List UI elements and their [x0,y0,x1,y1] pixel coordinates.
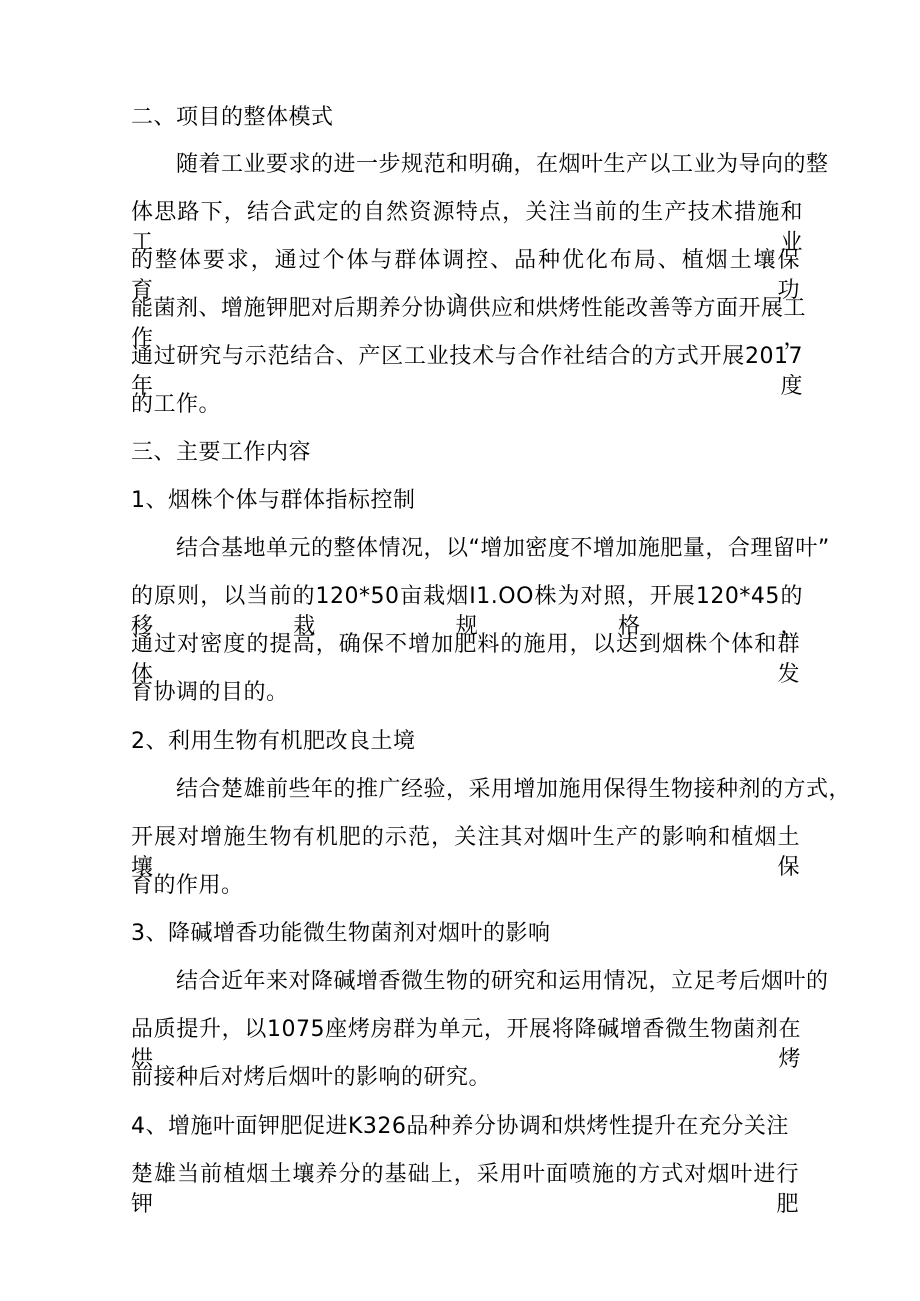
paragraph-line: 育的作用。 [131,873,244,898]
paragraph-line: 的工作。 [131,392,222,417]
section-heading-3: 三、主要工作内容 [131,440,312,465]
paragraph-line: 结合近年来对降碱增香微生物的研究和运用情况，立足考后烟叶的 [176,969,829,994]
paragraph-line: 开展对增施生物有机肥的示范，关注其对烟叶生产的影响和植烟土壤保 [131,825,800,880]
paragraph-line: 的原则，以当前的120*50亩栽烟I1.OO株为对照，开展120*45的移栽规格， [131,584,803,639]
paragraph-line: 的整体要求，通过个体与群体调控、品种优化布局、植烟土壤保育、功 [131,248,800,303]
paragraph-line: 通过研究与示范结合、产区工业技术与合作社结合的方式开展2017年度 [131,344,803,399]
paragraph-line: 前接种后对烤后烟叶的影响的研究。 [131,1065,492,1090]
paragraph-line: 随着工业要求的进一步规范和明确，在烟叶生产以工业为导向的整 [176,152,829,177]
paragraph-line: 楚雄当前植烟土壤养分的基础上，采用叶面喷施的方式对烟叶进行钾肥 [131,1162,799,1217]
subsection-heading-3: 3、降碱增香功能微生物菌剂对烟叶的影响 [131,921,551,946]
paragraph-line: 能菌剂、增施钾肥对后期养分协调供应和烘烤性能改善等方面开展工作， [131,296,807,351]
subsection-heading-1: 1、烟株个体与群体指标控制 [131,488,416,513]
paragraph-line: 结合楚雄前些年的推广经验，采用增加施用保得生物接种剂的方式， [176,777,852,802]
paragraph-line: 品质提升，以1075座烤房群为单元，开展将降碱增香微生物菌剂在烘烤 [131,1017,801,1072]
paragraph-line: 体思路下，结合武定的自然资源特点，关注当前的生产技术措施和工业 [131,200,803,255]
paragraph-line: 结合基地单元的整体情况，以“增加密度不增加施肥量，合理留叶” [176,536,830,561]
paragraph-line: 通过对密度的提高，确保不增加肥料的施用，以达到烟株个体和群体发 [131,632,800,687]
subsection-heading-4: 4、增施叶面钾肥促进K326品种养分协调和烘烤性提升在充分关注 [131,1114,789,1139]
section-heading-2: 二、项目的整体模式 [131,105,334,130]
paragraph-line: 育协调的目的。 [131,680,289,705]
subsection-heading-2: 2、利用生物有机肥改良土境 [131,729,416,754]
